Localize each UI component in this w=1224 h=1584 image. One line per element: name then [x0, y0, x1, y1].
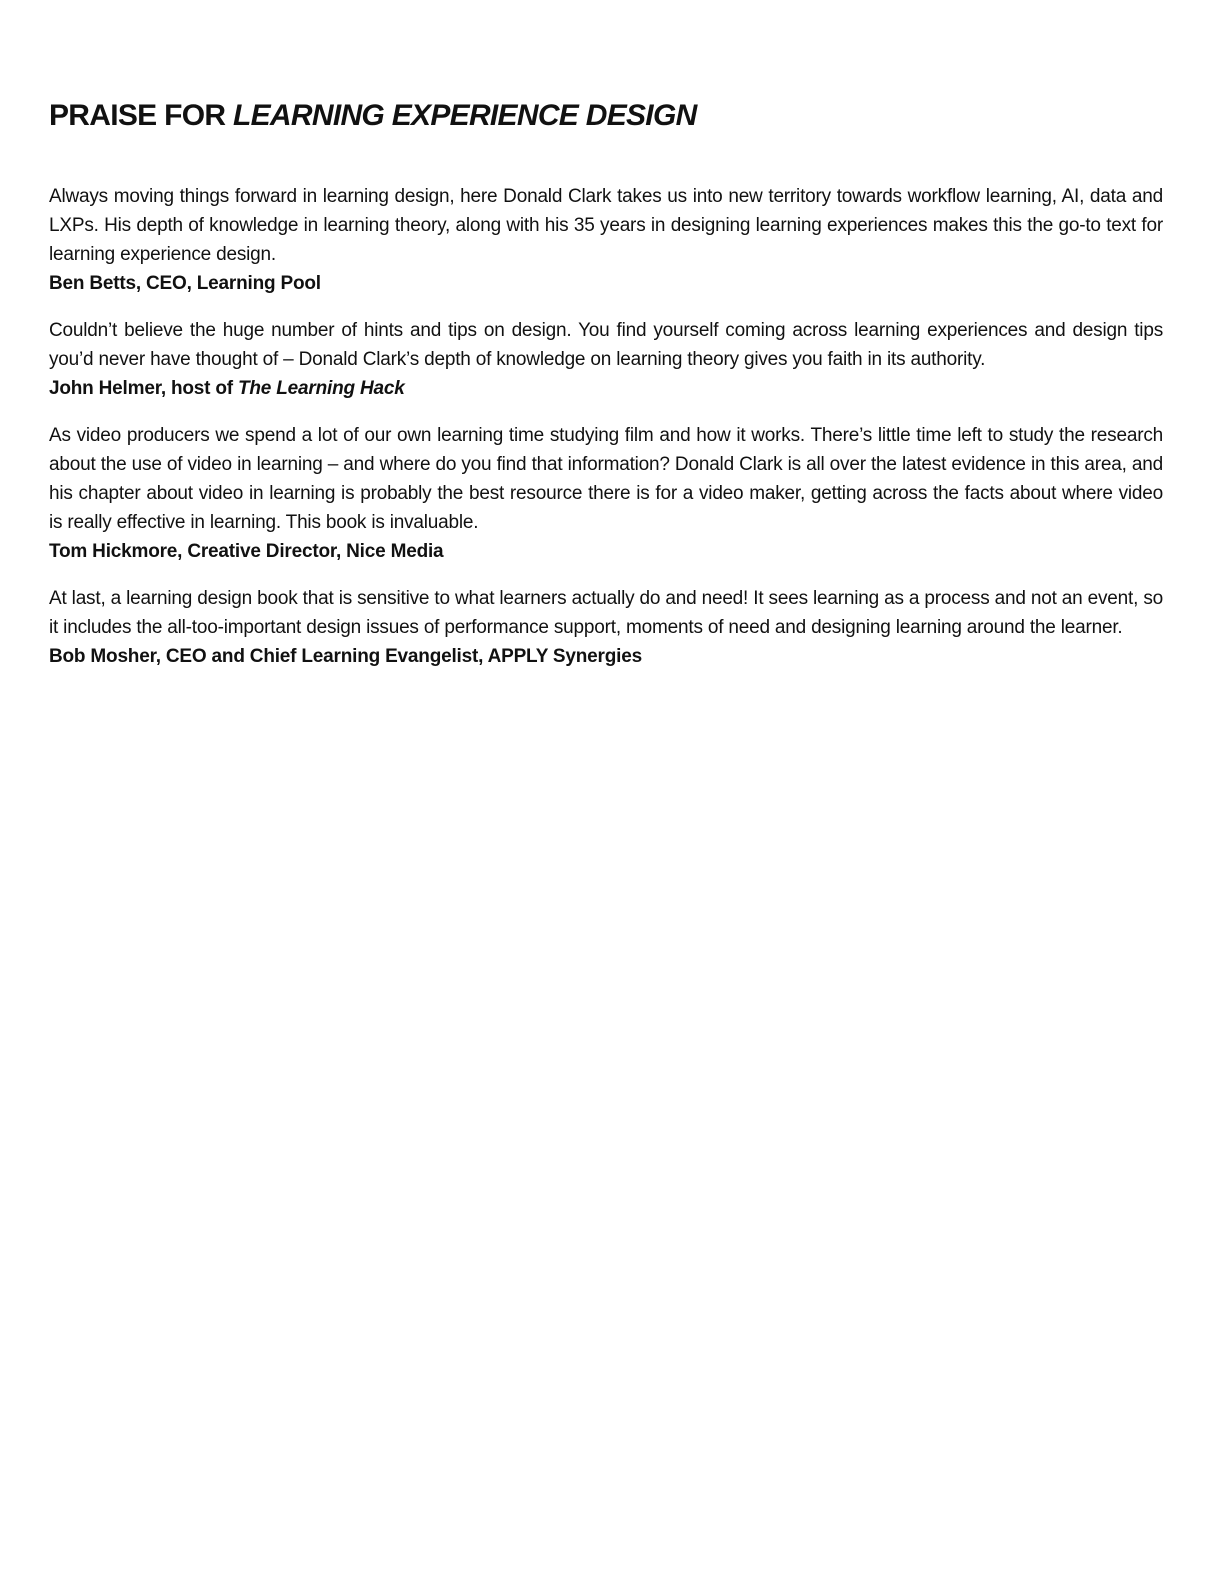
attribution-text: Tom Hickmore, Creative Director, Nice Media [49, 541, 444, 562]
testimonial-attribution [49, 374, 1163, 403]
heading-prefix: PRAISE FOR [49, 99, 233, 132]
testimonial-attribution [49, 269, 1163, 298]
testimonial-quote: Always moving things forward in learning design, here Donald Clark takes us into new territory towards workflow learning, AI, data and LXPs. His depth of knowledge in learning theory, along with his 35 years in designing learning experiences makes this the go-to text for learning experience design. [49, 186, 1163, 265]
testimonial-bob-mosher [49, 584, 1163, 671]
attribution-text: Ben Betts, CEO, Learning Pool [49, 273, 321, 294]
praise-page [49, 96, 1163, 689]
heading-book-title: LEARNING EXPERIENCE DESIGN [233, 99, 697, 132]
attribution-text: John Helmer, host of [49, 378, 238, 399]
testimonial-attribution [49, 642, 1163, 671]
testimonial-ben-betts [49, 182, 1163, 298]
attribution-italic-text: The Learning Hack [238, 378, 405, 399]
testimonial-quote: Couldn’t believe the huge number of hints and tips on design. You find yourself coming across learning experiences and design tips you’d never have thought of – Donald Clark’s depth of knowledge on learning theory gives you faith in its authority. [49, 320, 1163, 370]
testimonial-john-helmer [49, 316, 1163, 403]
testimonial-attribution [49, 537, 1163, 566]
page-heading [49, 96, 1163, 136]
testimonial-quote: As video producers we spend a lot of our own learning time studying film and how it works. There’s little time left to study the research about the use of video in learning – and where do you find that information? Donald Clark is all over the latest evidence in this area, and his chapter about video in learning is probably the best resource there is for a video maker, getting across the facts about where video is really effective in learning. This book is invaluable. [49, 425, 1163, 533]
attribution-text: Bob Mosher, CEO and Chief Learning Evangelist, APPLY Synergies [49, 646, 642, 667]
testimonial-quote: At last, a learning design book that is sensitive to what learners actually do and need! It sees learning as a process and not an event, so it includes the all-too-important design issues of performance support, moments of need and designing learning around the learner. [49, 588, 1163, 638]
testimonial-tom-hickmore [49, 421, 1163, 566]
